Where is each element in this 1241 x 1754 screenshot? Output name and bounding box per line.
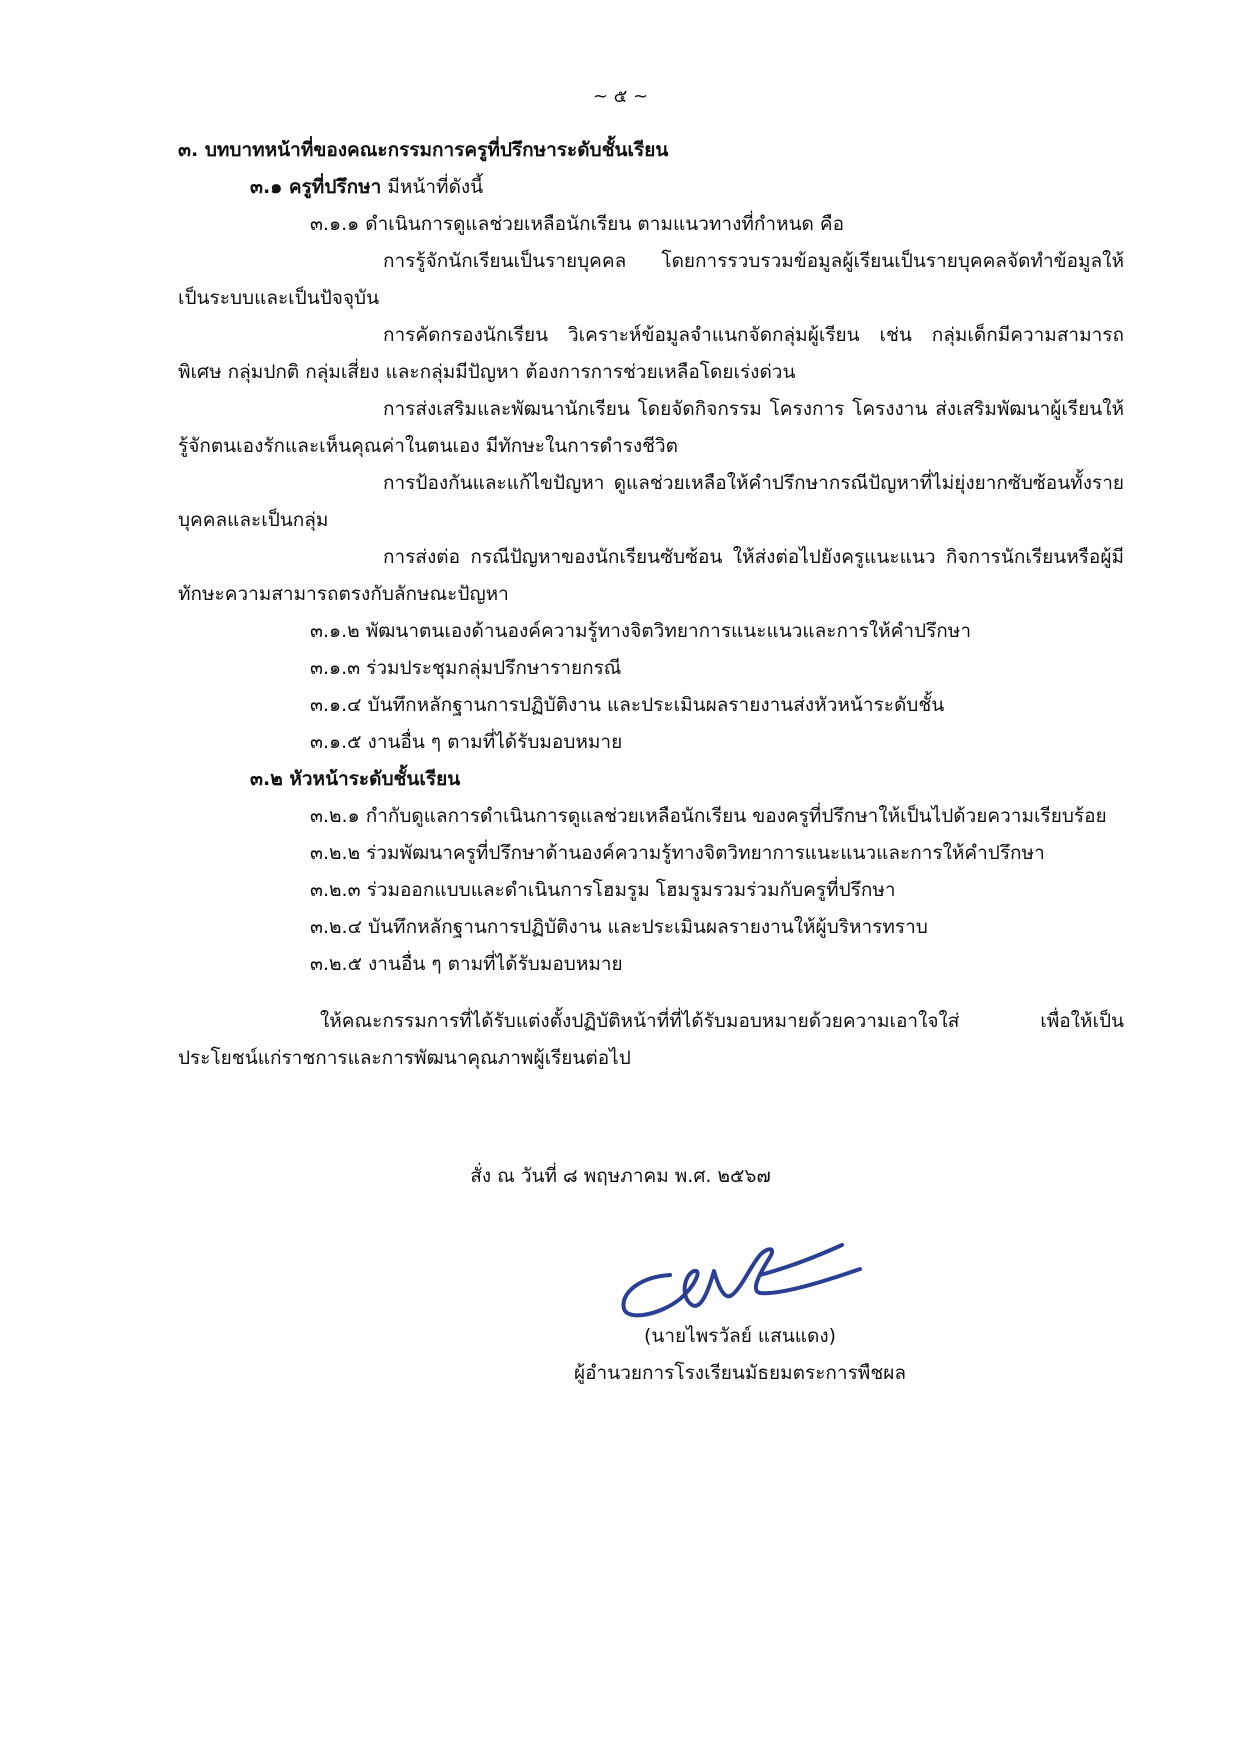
section-heading: ๓. บทบาทหน้าที่ของคณะกรรมการครูที่ปรึกษาระดับชั้นเรียน xyxy=(178,139,669,161)
document-body xyxy=(178,132,1124,1077)
list-item: ๓.๑.๔ บันทึกหลักฐานการปฏิบัติงาน และประเมินผลรายงานส่งหัวหน้าระดับชั้น xyxy=(310,694,945,716)
paragraph: การรู้จักนักเรียนเป็นรายบุคคล โดยการรวบรวมข้อมูลผู้เรียนเป็นรายบุคคลจัดทำข้อมูลให้เป็นระบบและเป็นปัจจุบัน xyxy=(178,250,1124,309)
list-item: ๓.๑.๕ งานอื่น ๆ ตามที่ได้รับมอบหมาย xyxy=(310,731,623,753)
subsection-heading-level-head: ๓.๒ หัวหน้าระดับชั้นเรียน xyxy=(250,768,461,790)
paragraph: การส่งต่อ กรณีปัญหาของนักเรียนซับซ้อน ให้ส่งต่อไปยังครูแนะแนว กิจการนักเรียนหรือผู้มีทักษะความสามารถตรงกับลักษณะปัญหา xyxy=(178,546,1124,605)
list-item: ๓.๒.๕ งานอื่น ๆ ตามที่ได้รับมอบหมาย xyxy=(310,953,623,975)
paragraph: การส่งเสริมและพัฒนานักเรียน โดยจัดกิจกรรม โครงการ โครงงาน ส่งเสริมพัฒนาผู้เรียนให้รู้จักตนเองรักและเห็นคุณค่าในตนเอง มีทักษะในการดำรงชีวิต xyxy=(178,398,1124,457)
list-item: ๓.๒.๔ บันทึกหลักฐานการปฏิบัติงาน และประเมินผลรายงานให้ผู้บริหารทราบ xyxy=(310,916,928,938)
paragraph: การป้องกันและแก้ไขปัญหา ดูแลช่วยเหลือให้คำปรึกษากรณีปัญหาที่ไม่ยุ่งยากซับซ้อนทั้งรายบุคคลและเป็นกลุ่ม xyxy=(178,472,1124,531)
closing-paragraph: ให้คณะกรรมการที่ได้รับแต่งตั้งปฏิบัติหน้าที่ที่ได้รับมอบหมายด้วยความเอาใจใส่ เพื่อให้เป็นประโยชน์แก่ราชการและการพัฒนาคุณภาพผู้เรียนต่อไป xyxy=(178,1010,1124,1069)
subsection-title: ๓.๑ ครูที่ปรึกษา xyxy=(250,176,382,198)
page-number: ~ ๕ ~ xyxy=(592,86,649,107)
subsection-title-suffix: มีหน้าที่ดังนี้ xyxy=(381,176,484,198)
paragraph: การคัดกรองนักเรียน วิเคราะห์ข้อมูลจำแนกจัดกลุ่มผู้เรียน เช่น กลุ่มเด็กมีความสามารถพิเศษ กลุ่มปกติ กลุ่มเสี่ยง และกลุ่มมีปัญหา ต้องการการช่วยเหลือโดยเร่งด่วน xyxy=(178,324,1124,383)
list-item: ๓.๑.๑ ดำเนินการดูแลช่วยเหลือนักเรียน ตามแนวทางที่กำหนด คือ xyxy=(310,213,845,235)
list-item: ๓.๒.๒ ร่วมพัฒนาครูที่ปรึกษาด้านองค์ความรู้ทางจิตวิทยาการแนะแนวและการให้คำปรึกษา xyxy=(310,842,1045,864)
list-item: ๓.๑.๓ ร่วมประชุมกลุ่มปรึกษารายกรณี xyxy=(310,657,622,679)
subsection-heading-advisor xyxy=(178,169,1124,206)
signer-name: (นายไพรวัลย์ แสนแดง) xyxy=(643,1325,837,1347)
order-date: สั่ง ณ วันที่ ๘ พฤษภาคม พ.ศ. ๒๕๖๗ xyxy=(470,1165,771,1187)
list-item: ๓.๒.๓ ร่วมออกแบบและดำเนินการโฮมรูม โฮมรูมรวมร่วมกับครูที่ปรึกษา xyxy=(310,879,896,901)
signer-position: ผู้อำนวยการโรงเรียนมัธยมตระการพืชผล xyxy=(574,1362,906,1384)
list-item: ๓.๑.๒ พัฒนาตนเองด้านองค์ความรู้ทางจิตวิทยาการแนะแนวและการให้คำปรึกษา xyxy=(310,620,971,642)
list-item: ๓.๒.๑ กำกับดูแลการดำเนินการดูแลช่วยเหลือนักเรียน ของครูที่ปรึกษาให้เป็นไปด้วยความเรียบร้อย xyxy=(310,805,1107,827)
